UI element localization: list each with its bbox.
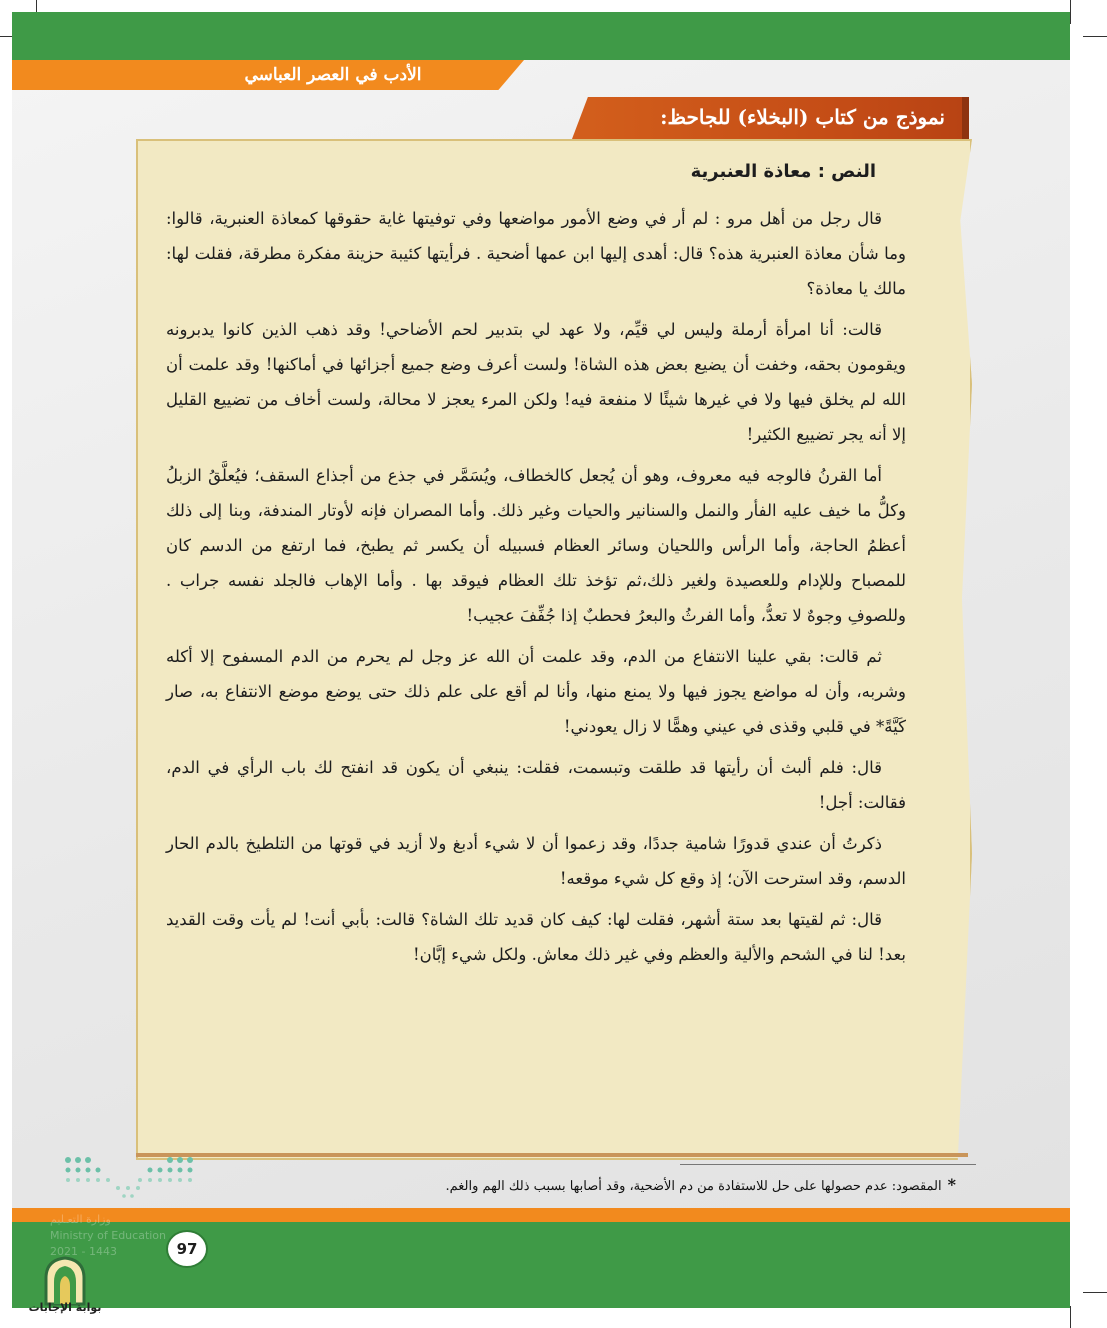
paragraph: ثم قالت: بقي علينا الانتفاع من الدم، وقد علمت أن الله عز وجل لم يحرم من الدم المسفوح إلا أكله وشربه، وأن له مواضع يجوز فيها ولا يمنع منها، وأنا لم أقع على علم ذلك حتى يوضع موضع الانتفاع به، صار كَيَّةً* في قلبي وقذى في عيني وهمًّا لا زال يعودني! xyxy=(166,647,906,736)
page-number: 97 xyxy=(166,1230,208,1268)
portal-label: بوابة الإجابات xyxy=(28,1301,102,1314)
top-green-band xyxy=(12,12,1070,60)
parchment-edge xyxy=(136,1153,968,1157)
section-title: نموذج من كتاب (البخلاء) للجاحظ: xyxy=(660,105,945,129)
footnote-text: المقصود: عدم حصولها على حل للاستفادة من دم الأضحية، وقد أصابها بسبب ذلك الهم والغم. xyxy=(445,1179,942,1194)
footnote-marker: * xyxy=(947,1175,956,1194)
chapter-title: الأدب في العصر العباسي xyxy=(244,65,422,85)
footnote-divider xyxy=(680,1164,976,1165)
crop-mark xyxy=(1083,1292,1107,1293)
paragraph: قال رجل من أهل مرو : لم أر في وضع الأمور مواضعها وفي توفيتها غاية حقوقها كمعاذة العنبرية، قالوا: وما شأن معاذة العنبرية هذه؟ قال: أهدى إليها ابن عمها أضحية . فرأيتها كئيبة حزينة مفكرة مطرقة، فقلت لها: مالك يا معاذة؟ xyxy=(166,209,906,298)
paragraph: قال: فلم ألبث أن رأيتها قد طلقت وتبسمت، فقلت: ينبغي أن يكون قد انفتح لك باب الرأي في الدم، فقالت: أجل! xyxy=(166,758,906,812)
dots-logo-icon xyxy=(60,1154,200,1200)
paragraph: أما القرنُ فالوجه فيه معروف، وهو أن يُجعل كالخطاف، ويُسَمَّر في جذع من أجذاع السقف؛ فيُعلَّقُ الزبلُ وكلُّ ما خيف عليه الفأر والنمل والسنانير والحيات وغير ذلك. وأما المصران فإنه لأوتار المندفة، وبنا إلى ذلك أعظمُ الحاجة، وأما الرأس واللحيان وسائر العظام فسبيله أن يكسر ثم يطبخ، فما ارتفع من الدسم كان للمصباح وللإدام وللعصيدة ولغير ذلك،ثم تؤخذ تلك العظام فيوقد بها . وأما الإهاب فالجلد نفسه جراب . وللصوفِ وجوهٌ لا تعدُّ، وأما الفرثُ والبعرُ فحطبٌ إذا جُفِّفَ عجيب! xyxy=(166,466,906,625)
crop-mark xyxy=(1070,0,1071,24)
watermark-line: Ministry of Education xyxy=(50,1229,167,1242)
text-heading: النص : معاذة العنبرية xyxy=(690,161,876,182)
crop-mark xyxy=(1070,1306,1071,1328)
paragraph: قالت: أنا امرأة أرملة وليس لي قيِّم، ولا عهد لي بتدبير لحم الأضاحي! وقد ذهب الذين كانوا يدبرونه ويقومون بحقه، وخفت أن يضيع بعض هذه الشاة! ولست أعرف وضع جميع أجزائها في أماكنها! وقد علمت أن الله لم يخلق فيها ولا في غيرها شيئًا لا منفعة فيه! ولكن المرء يعجز لا محالة، ولست أخاف من تضييع القليل إلا أنه يجر تضييع الكثير! xyxy=(166,320,906,444)
text-body xyxy=(166,155,906,978)
watermark-line: 2021 - 1443 xyxy=(50,1245,117,1258)
paragraph: قال: ثم لقيتها بعد ستة أشهر، فقلت لها: كيف كان قديد تلك الشاة؟ قالت: بأبي أنت! لم يأت وقت القديد بعد! لنا في الشحم والألية والعظم وفي غير ذلك معاش. ولكل شيء إبَّان! xyxy=(166,910,906,964)
paragraph: ذكرتُ أن عندي قدورًا شامية جددًا، وقد زعموا أن لا شيء أدبغ ولا أزيد في قوتها من التلطيخ بالدم الحار الدسم، وقد استرحت الآن؛ إذ وقع كل شيء موقعه! xyxy=(166,834,906,888)
crop-mark xyxy=(1083,36,1107,37)
watermark-line: وزارة التعـليم xyxy=(50,1213,111,1226)
footnote xyxy=(300,1170,956,1200)
